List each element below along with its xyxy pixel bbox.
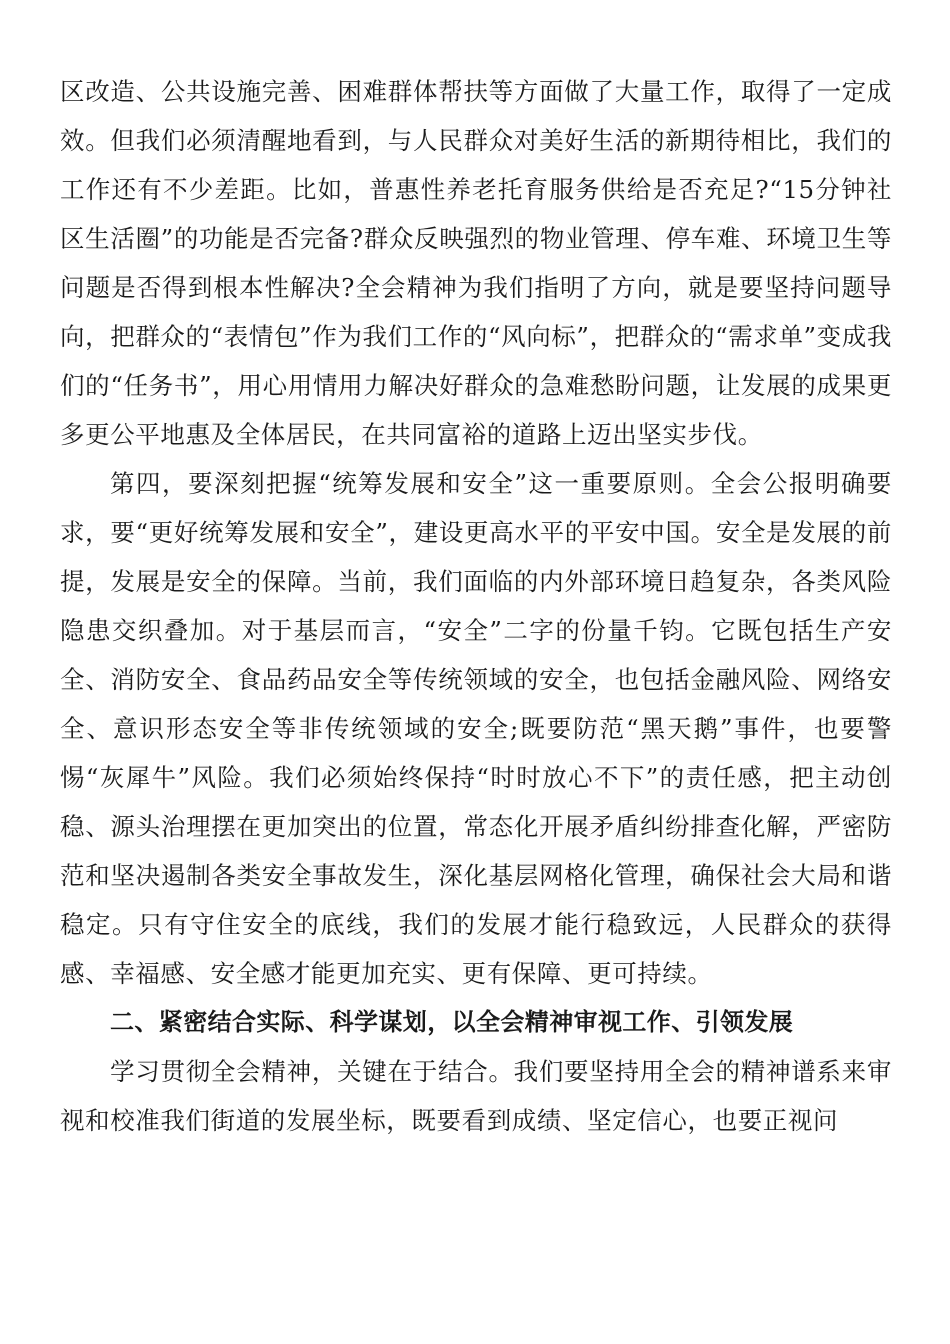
- paragraph-continuation: 区改造、公共设施完善、困难群体帮扶等方面做了大量工作，取得了一定成效。但我们必须清醒地看到，与人民群众对美好生活的新期待相比，我们的工作还有不少差距。比如，普惠性养老托育服务供给是否充足?“15分钟社区生活圈”的功能是否完备?群众反映强烈的物业管理、停车难、环境卫生等问题是否得到根本性解决?全会精神为我们指明了方向，就是要坚持问题导向，把群众的“表情包”作为我们工作的“风向标”，把群众的“需求单”变成我们的“任务书”，用心用情用力解决好群众的急难愁盼问题，让发展的成果更多更公平地惠及全体居民，在共同富裕的道路上迈出坚实步伐。: [60, 77, 892, 449]
- section-heading-two: 二、紧密结合实际、科学谋划，以全会精神审视工作、引领发展: [110, 1008, 794, 1036]
- document-body: [60, 67, 892, 1145]
- paragraph-fourth-principle: 第四，要深刻把握“统筹发展和安全”这一重要原则。全会公报明确要求，要“更好统筹发展和安全”，建设更高水平的平安中国。安全是发展的前提，发展是安全的保障。当前，我们面临的内外部环境日趋复杂，各类风险隐患交织叠加。对于基层而言，“安全”二字的份量千钧。它既包括生产安全、消防安全、食品药品安全等传统领域的安全，也包括金融风险、网络安全、意识形态安全等非传统领域的安全;既要防范“黑天鹅”事件，也要警惕“灰犀牛”风险。我们必须始终保持“时时放心不下”的责任感，把主动创稳、源头治理摆在更加突出的位置，常态化开展矛盾纠纷排查化解，严密防范和坚决遏制各类安全事故发生，深化基层网格化管理，确保社会大局和谐稳定。只有守住安全的底线，我们的发展才能行稳致远，人民群众的获得感、幸福感、安全感才能更加充实、更有保障、更可持续。: [60, 469, 892, 988]
- paragraph-section-two-intro: 学习贯彻全会精神，关键在于结合。我们要坚持用全会的精神谱系来审视和校准我们街道的发展坐标，既要看到成绩、坚定信心，也要正视问: [60, 1057, 892, 1135]
